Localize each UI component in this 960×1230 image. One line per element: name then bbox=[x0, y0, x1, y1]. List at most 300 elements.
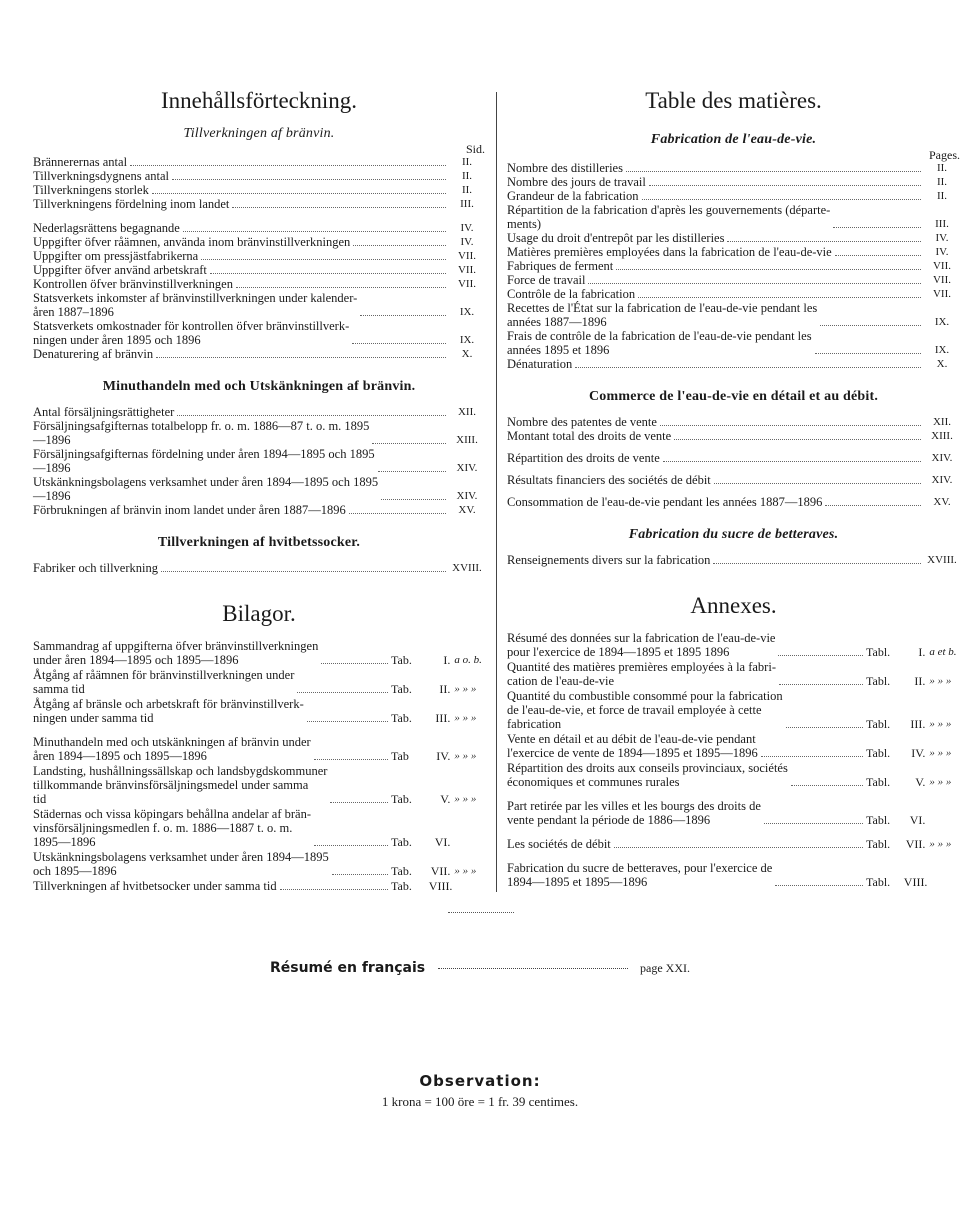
dot-leader bbox=[833, 227, 921, 228]
annex-entry bbox=[33, 735, 391, 763]
toc-entry-text: Répartition de la fabrication d'après les gouvernements (départe- ments) bbox=[507, 203, 831, 231]
annex-table-label: Tab. bbox=[391, 835, 412, 849]
dot-leader bbox=[314, 845, 388, 846]
dot-leader bbox=[588, 283, 921, 284]
section-gap bbox=[507, 405, 960, 415]
dot-leader bbox=[183, 231, 446, 232]
toc-row bbox=[33, 263, 485, 277]
toc-row bbox=[507, 245, 960, 259]
toc-entry bbox=[507, 473, 924, 487]
toc-entry bbox=[507, 245, 924, 259]
annex-table-label: Tabl. bbox=[866, 875, 891, 889]
row-gap bbox=[33, 211, 485, 221]
toc-entry-text: Statsverkets omkostnader för kontrollen öfver bränvinstillverk- ningen under åren 1895 och 1896 bbox=[33, 319, 350, 347]
toc-row bbox=[33, 475, 485, 503]
toc-row bbox=[33, 347, 485, 361]
toc-entry bbox=[33, 503, 449, 517]
annex-row bbox=[33, 639, 485, 667]
toc-row bbox=[507, 273, 960, 287]
annex-table-suffix bbox=[450, 835, 485, 849]
dot-leader bbox=[210, 273, 446, 274]
section-gap bbox=[507, 543, 960, 553]
annex-table-number: V. bbox=[915, 775, 926, 789]
dot-leader bbox=[714, 483, 921, 484]
annex-table-suffix: » » » bbox=[454, 712, 477, 724]
annex-table-number: VIII. bbox=[903, 875, 928, 889]
toc-row bbox=[33, 169, 485, 183]
toc-page-number: IV. bbox=[935, 246, 949, 258]
toc-entry-text: Renseignements divers sur la fabrication bbox=[507, 553, 711, 567]
dot-leader bbox=[614, 847, 863, 848]
annex-table-suffix: » » » bbox=[454, 865, 477, 877]
toc-row bbox=[33, 405, 485, 419]
dot-leader bbox=[332, 874, 388, 875]
toc-entry bbox=[33, 291, 449, 319]
dot-leader bbox=[820, 325, 921, 326]
toc-entry-text: Brännerernas antal bbox=[33, 155, 128, 169]
annex-entry-text: Les sociétés de débit bbox=[507, 837, 611, 851]
annex-table-number: VIII. bbox=[428, 879, 453, 893]
annex-entry-text: Utskänkningsbolagens verksamhet under åren 1894—1895 och 1895—1896 bbox=[33, 850, 329, 878]
annex-table-suffix: a et b. bbox=[929, 646, 957, 658]
toc-entry bbox=[507, 189, 924, 203]
annex-table-ref bbox=[391, 682, 485, 696]
resume-line bbox=[0, 960, 960, 976]
french-column bbox=[507, 88, 960, 890]
dot-leader bbox=[778, 655, 863, 656]
toc-page-number: XII. bbox=[457, 406, 477, 418]
annex-table-number: II. bbox=[439, 682, 451, 696]
toc-entry-text: Utskänkningsbolagens verksamhet under åren 1894—1895 och 1895 —1896 bbox=[33, 475, 379, 503]
toc-row bbox=[33, 419, 485, 447]
toc-row bbox=[507, 259, 960, 273]
toc-row bbox=[507, 415, 960, 429]
annex-table-ref bbox=[866, 645, 960, 659]
annex-entry-text: Åtgång af råämnen för bränvinstillverkningen under samma tid bbox=[33, 668, 295, 696]
annex-entry-text: Quantité du combustible consommé pour la fabrication de l'eau-de-vie, et force de travail employée à cette fabrication bbox=[507, 689, 783, 731]
dot-leader bbox=[616, 269, 921, 270]
annex-row bbox=[33, 668, 485, 696]
swedish-sections bbox=[33, 126, 485, 575]
toc-page-number: VII. bbox=[457, 250, 477, 262]
observation-block bbox=[0, 1072, 960, 1110]
toc-entry bbox=[507, 357, 924, 371]
resume-label: Résumé en français bbox=[269, 960, 426, 976]
toc-entry bbox=[33, 169, 449, 183]
annex-table-ref bbox=[391, 864, 485, 878]
annex-table-ref bbox=[866, 717, 960, 731]
dot-leader bbox=[201, 259, 446, 260]
toc-entry-text: Antal försäljningsrättigheter bbox=[33, 405, 175, 419]
toc-page-number: II. bbox=[936, 176, 948, 188]
annex-table-ref bbox=[391, 879, 485, 893]
toc-entry-text: Försäljningsafgifternas totalbelopp fr. o. m. 1886—87 t. o. m. 1895 —1896 bbox=[33, 419, 370, 447]
toc-entry-text: Dénaturation bbox=[507, 357, 573, 371]
toc-entry-text: Uppgifter om pressjästfabrikerna bbox=[33, 249, 199, 263]
annex-table-ref bbox=[866, 813, 960, 827]
annex-table-label: Tabl. bbox=[866, 746, 891, 760]
separator-dots bbox=[448, 912, 514, 913]
toc-page-number: XV. bbox=[933, 496, 951, 508]
dot-leader bbox=[280, 889, 388, 890]
toc-entry bbox=[507, 429, 924, 443]
annex-row bbox=[507, 689, 960, 731]
annex-entry bbox=[507, 799, 866, 827]
annex-table-ref bbox=[391, 653, 485, 667]
toc-entry-text: Recettes de l'État sur la fabrication de l'eau-de-vie pendant les années 1887—1896 bbox=[507, 301, 818, 329]
annex-entry-text: Städernas och vissa köpingars behållna andelar af brän- vinsförsäljningsmedlen f. o. m. 1886—1887 t. o. m. 1895—1896 bbox=[33, 807, 312, 849]
toc-entry bbox=[507, 259, 924, 273]
toc-page-number: VII. bbox=[457, 264, 477, 276]
swedish-annex-title: Bilagor. bbox=[222, 601, 296, 626]
toc-entry bbox=[33, 263, 449, 277]
toc-row bbox=[33, 561, 485, 575]
toc-row bbox=[33, 183, 485, 197]
toc-entry-text: Nombre des patentes de vente bbox=[507, 415, 657, 429]
observation-heading: Observation: bbox=[419, 1072, 541, 1090]
annex-row bbox=[33, 807, 485, 849]
dot-leader bbox=[835, 255, 921, 256]
toc-entry-text: Répartition des droits de vente bbox=[507, 451, 660, 465]
annex-entry bbox=[33, 697, 391, 725]
toc-page-number: VII. bbox=[932, 274, 952, 286]
annex-table-suffix: a o. b. bbox=[454, 654, 482, 666]
section-gap bbox=[33, 551, 485, 561]
toc-entry-text: Tillverkningens fördelning inom landet bbox=[33, 197, 230, 211]
dot-leader bbox=[674, 439, 921, 440]
annex-table-ref bbox=[866, 775, 960, 789]
toc-row bbox=[33, 155, 485, 169]
dot-leader bbox=[314, 759, 388, 760]
dot-leader bbox=[381, 499, 446, 500]
annex-entry-text: Vente en détail et au débit de l'eau-de-vie pendant l'exercice de vente de 1894—1895 et 1895—1896 bbox=[507, 732, 758, 760]
toc-entry bbox=[33, 221, 449, 235]
toc-row bbox=[507, 231, 960, 245]
annex-entry bbox=[507, 689, 866, 731]
annex-entry bbox=[507, 631, 866, 659]
toc-row bbox=[33, 447, 485, 475]
toc-page-number: VII. bbox=[932, 260, 952, 272]
toc-entry-text: Force de travail bbox=[507, 273, 586, 287]
annex-table-number: I. bbox=[918, 645, 926, 659]
dot-leader bbox=[307, 721, 388, 722]
toc-page-number: IV. bbox=[460, 222, 474, 234]
toc-entry bbox=[507, 175, 924, 189]
annex-table-ref bbox=[866, 837, 960, 851]
toc-row bbox=[507, 329, 960, 357]
dot-leader bbox=[330, 802, 388, 803]
annex-row bbox=[507, 761, 960, 789]
dot-leader bbox=[825, 505, 921, 506]
annex-table-suffix: » » » bbox=[929, 675, 952, 687]
toc-entry-text: Fabriker och tillverkning bbox=[33, 561, 158, 575]
annex-table-label: Tabl. bbox=[866, 674, 891, 688]
annex-entry-text: Minuthandeln med och utskänkningen af bränvin under åren 1894—1895 och 1895—1896 bbox=[33, 735, 311, 763]
dot-leader bbox=[660, 425, 921, 426]
toc-entry bbox=[507, 231, 924, 245]
dot-leader bbox=[297, 692, 388, 693]
dot-leader bbox=[663, 461, 921, 462]
annex-table-ref bbox=[391, 835, 485, 849]
annex-table-ref bbox=[391, 749, 485, 763]
annex-row bbox=[507, 799, 960, 827]
toc-row bbox=[33, 235, 485, 249]
toc-entry bbox=[507, 415, 924, 429]
annex-table-number: VI. bbox=[434, 835, 451, 849]
annex-table-label: Tabl. bbox=[866, 645, 891, 659]
annex-table-label: Tab. bbox=[391, 711, 412, 725]
toc-page-number: III. bbox=[460, 198, 474, 210]
toc-page-number: XIV. bbox=[931, 474, 953, 486]
annex-row bbox=[507, 660, 960, 688]
toc-entry bbox=[33, 155, 449, 169]
annex-table-label: Tab. bbox=[391, 864, 412, 878]
dot-leader bbox=[130, 165, 446, 166]
annex-table-label: Tabl. bbox=[866, 837, 891, 851]
annex-entry-text: Répartition des droits aux conseils provinciaux, sociétés économiques et communes rurales bbox=[507, 761, 788, 789]
toc-entry-text: Usage du droit d'entrepôt par les distilleries bbox=[507, 231, 725, 245]
annex-row bbox=[33, 697, 485, 725]
toc-row bbox=[507, 357, 960, 371]
toc-entry-text: Kontrollen öfver bränvinstillverkningen bbox=[33, 277, 233, 291]
toc-entry bbox=[33, 447, 449, 475]
toc-row bbox=[507, 429, 960, 443]
section-heading: Fabrication du sucre de betteraves. bbox=[628, 527, 839, 542]
toc-row bbox=[507, 495, 960, 509]
dot-leader bbox=[786, 727, 863, 728]
toc-page-number: II. bbox=[461, 184, 473, 196]
annex-table-number: IV. bbox=[911, 746, 926, 760]
section-heading: Minuthandeln med och Utskänkningen af bränvin. bbox=[102, 379, 416, 394]
annex-entry bbox=[507, 861, 866, 889]
dot-leader bbox=[372, 443, 446, 444]
toc-page-number: VII. bbox=[932, 288, 952, 300]
toc-page-number: XIII. bbox=[456, 434, 478, 446]
annex-row bbox=[507, 861, 960, 889]
dot-leader bbox=[779, 684, 863, 685]
toc-row bbox=[507, 287, 960, 301]
annex-table-number: II. bbox=[914, 674, 926, 688]
toc-page-number: IX. bbox=[934, 344, 950, 356]
toc-entry-text: Nombre des distilleries bbox=[507, 161, 623, 175]
dot-leader bbox=[791, 785, 863, 786]
toc-page-number: XIV. bbox=[456, 490, 478, 502]
annex-entry bbox=[507, 732, 866, 760]
resume-leader bbox=[438, 968, 628, 969]
toc-page-number: III. bbox=[935, 218, 949, 230]
annex-entry bbox=[33, 668, 391, 696]
toc-page-number: II. bbox=[936, 190, 948, 202]
annex-table-ref bbox=[866, 674, 960, 688]
toc-entry bbox=[507, 203, 924, 231]
toc-entry-text: Nombre des jours de travail bbox=[507, 175, 646, 189]
dot-leader bbox=[775, 885, 863, 886]
dot-leader bbox=[360, 315, 446, 316]
dot-leader bbox=[638, 297, 921, 298]
toc-entry bbox=[33, 319, 449, 347]
toc-row bbox=[33, 249, 485, 263]
toc-row bbox=[33, 319, 485, 347]
annex-table-number: I. bbox=[443, 653, 451, 667]
toc-entry bbox=[33, 249, 449, 263]
toc-page-number: XVIII. bbox=[927, 554, 957, 566]
annex-table-label: Tabl. bbox=[866, 813, 891, 827]
toc-page-number: XII. bbox=[932, 416, 952, 428]
annex-entry bbox=[33, 639, 391, 667]
section-heading: Fabrication de l'eau-de-vie. bbox=[650, 132, 817, 147]
toc-row bbox=[507, 189, 960, 203]
annex-table-suffix bbox=[451, 879, 485, 893]
toc-entry-text: Uppgifter öfver använd arbetskraft bbox=[33, 263, 207, 277]
toc-page-number: IV. bbox=[935, 232, 949, 244]
annex-row bbox=[507, 732, 960, 760]
annex-entry bbox=[33, 879, 391, 893]
dot-leader bbox=[649, 185, 921, 186]
toc-entry-text: Förbrukningen af bränvin inom landet under åren 1887—1896 bbox=[33, 503, 346, 517]
page-column-header: Sid. bbox=[465, 142, 485, 156]
dot-leader bbox=[764, 823, 863, 824]
toc-page-number: XIV. bbox=[456, 462, 478, 474]
toc-page-number: VII. bbox=[457, 278, 477, 290]
toc-row bbox=[33, 221, 485, 235]
annex-entry-text: Quantité des matières premières employées à la fabri- cation de l'eau-de-vie bbox=[507, 660, 776, 688]
annex-row bbox=[507, 631, 960, 659]
toc-entry bbox=[507, 273, 924, 287]
toc-row bbox=[507, 553, 960, 567]
section-gap bbox=[33, 395, 485, 405]
toc-entry bbox=[507, 329, 924, 357]
toc-entry bbox=[507, 301, 924, 329]
annex-table-label: Tabl. bbox=[866, 717, 891, 731]
annex-entry bbox=[33, 807, 391, 849]
annex-table-suffix: » » » bbox=[929, 718, 952, 730]
toc-entry-text: Denaturering af bränvin bbox=[33, 347, 154, 361]
swedish-annex-list bbox=[33, 639, 485, 893]
toc-entry bbox=[33, 183, 449, 197]
annex-entry-text: Fabrication du sucre de betteraves, pour l'exercice de 1894—1895 et 1895—1896 bbox=[507, 861, 773, 889]
annex-table-label: Tabl. bbox=[866, 775, 891, 789]
toc-page-number: XIII. bbox=[931, 430, 953, 442]
french-title: Table des matières. bbox=[645, 88, 822, 113]
annex-table-number: V. bbox=[440, 792, 451, 806]
toc-row bbox=[507, 175, 960, 189]
section-heading: Commerce de l'eau-de-vie en détail et au débit. bbox=[588, 389, 879, 404]
annex-table-suffix bbox=[926, 875, 960, 889]
toc-row bbox=[33, 277, 485, 291]
toc-entry-text: Contrôle de la fabrication bbox=[507, 287, 636, 301]
toc-entry bbox=[33, 235, 449, 249]
toc-page-number: XIV. bbox=[931, 452, 953, 464]
annex-table-number: VI. bbox=[909, 813, 926, 827]
annex-entry-text: Sammandrag af uppgifterna öfver bränvinstillverkningen under åren 1894—1895 och 1895—1896 bbox=[33, 639, 319, 667]
toc-row bbox=[507, 161, 960, 175]
annex-table-ref bbox=[866, 746, 960, 760]
annex-entry bbox=[507, 837, 866, 851]
toc-entry-text: Försäljningsafgifternas fördelning under åren 1894—1895 och 1895 —1896 bbox=[33, 447, 375, 475]
french-annex-title: Annexes. bbox=[690, 593, 777, 618]
dot-leader bbox=[352, 343, 446, 344]
toc-entry bbox=[507, 451, 924, 465]
resume-page: page XXI. bbox=[640, 961, 691, 975]
swedish-column bbox=[33, 88, 485, 894]
annex-table-label: Tab. bbox=[391, 879, 412, 893]
annex-entry bbox=[33, 850, 391, 878]
toc-entry-text: Statsverkets inkomster af bränvinstillverkningen under kalender- åren 1887–1896 bbox=[33, 291, 358, 319]
french-sections bbox=[507, 132, 960, 567]
annex-table-ref bbox=[391, 792, 485, 806]
toc-entry bbox=[33, 277, 449, 291]
dot-leader bbox=[232, 207, 446, 208]
dot-leader bbox=[156, 357, 446, 358]
observation-text: 1 krona = 100 öre = 1 fr. 39 centimes. bbox=[381, 1094, 579, 1109]
annex-table-suffix bbox=[925, 813, 960, 827]
annex-table-label: Tab. bbox=[391, 653, 412, 667]
dot-leader bbox=[349, 513, 446, 514]
toc-entry-text: Matières premières employées dans la fabrication de l'eau-de-vie bbox=[507, 245, 832, 259]
swedish-title: Innehållsförteckning. bbox=[160, 88, 358, 113]
dot-leader bbox=[642, 199, 921, 200]
toc-page-number: X. bbox=[936, 358, 948, 370]
annex-table-suffix: » » » bbox=[929, 838, 952, 850]
toc-entry-text: Résultats financiers des sociétés de débit bbox=[507, 473, 711, 487]
toc-page-number: XV. bbox=[458, 504, 476, 516]
toc-entry-text: Tillverkningsdygnens antal bbox=[33, 169, 169, 183]
dot-leader bbox=[161, 571, 446, 572]
annex-row bbox=[33, 735, 485, 763]
toc-entry-text: Tillverkningens storlek bbox=[33, 183, 149, 197]
column-divider bbox=[496, 92, 497, 892]
toc-row bbox=[33, 291, 485, 319]
annex-entry bbox=[507, 761, 866, 789]
annex-entry-text: Åtgång af bränsle och arbetskraft för bränvinstillverk- ningen under samma tid bbox=[33, 697, 304, 725]
annex-entry-text: Landsting, hushållningssällskap och landsbygdskommuner tillkommande bränvinsförsäljningsmedel under samma tid bbox=[33, 764, 328, 806]
dot-leader bbox=[761, 756, 863, 757]
toc-entry bbox=[33, 475, 449, 503]
toc-entry bbox=[33, 197, 449, 211]
annex-table-suffix: » » » bbox=[929, 747, 952, 759]
toc-entry bbox=[507, 287, 924, 301]
dot-leader bbox=[727, 241, 921, 242]
toc-entry bbox=[33, 561, 449, 575]
dot-leader bbox=[626, 171, 921, 172]
toc-row bbox=[507, 451, 960, 465]
annex-table-ref bbox=[391, 711, 485, 725]
annex-row bbox=[507, 837, 960, 851]
annex-table-suffix: » » » bbox=[454, 793, 477, 805]
toc-page-number: IX. bbox=[934, 316, 950, 328]
toc-page-number: X. bbox=[461, 348, 473, 360]
page-column-header: Pages. bbox=[929, 148, 960, 162]
dot-leader bbox=[152, 193, 446, 194]
toc-page-number: II. bbox=[461, 156, 473, 168]
dot-leader bbox=[177, 415, 446, 416]
toc-entry-text: Fabriques de ferment bbox=[507, 259, 614, 273]
annex-table-number: VII. bbox=[905, 837, 926, 851]
annex-table-suffix: » » » bbox=[454, 683, 477, 695]
annex-table-label: Tab. bbox=[391, 792, 412, 806]
toc-entry-text: Grandeur de la fabrication bbox=[507, 189, 639, 203]
toc-page-number: XVIII. bbox=[452, 562, 482, 574]
toc-entry bbox=[33, 405, 449, 419]
annex-table-label: Tab bbox=[391, 749, 409, 763]
toc-row bbox=[33, 503, 485, 517]
section-heading: Tillverkningen af hvitbetssocker. bbox=[157, 535, 361, 550]
annex-table-number: III. bbox=[910, 717, 926, 731]
toc-entry bbox=[507, 495, 924, 509]
french-annex-list bbox=[507, 631, 960, 889]
toc-page-number: II. bbox=[936, 162, 948, 174]
dot-leader bbox=[172, 179, 446, 180]
